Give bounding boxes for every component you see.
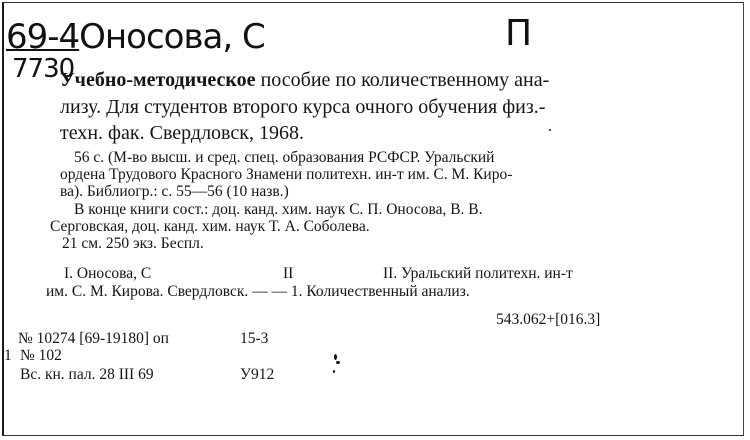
footer-record-number: № 10274 [69-19180] оп bbox=[18, 330, 169, 347]
scan-speck bbox=[334, 354, 337, 360]
handwritten-shelf-code: 69-4 bbox=[6, 17, 80, 57]
tracing-line-2: им. С. М. Кирова. Свердловск. — — 1. Количественный анализ. bbox=[46, 283, 470, 300]
tracing-institution: II. Уральский политехн. ин-т bbox=[383, 265, 573, 282]
scan-speck bbox=[333, 370, 335, 373]
handwritten-acquisition-number: 7730 bbox=[12, 54, 75, 84]
handwritten-call-number bbox=[6, 17, 265, 57]
footer-number: № 102 bbox=[20, 347, 62, 364]
footer-code: 15-3 bbox=[240, 330, 269, 347]
handwritten-author: Оносова, С bbox=[79, 17, 265, 57]
tracing-author: I. Оносова, С bbox=[64, 265, 152, 282]
classification-number: 543.062+[016.3] bbox=[496, 311, 601, 328]
tracing-title-mark: II bbox=[283, 265, 294, 282]
details-line-4: В конце книги сост.: доц. канд. хим. наук С. П. Оносова, В. В. bbox=[74, 201, 483, 218]
title-line-3: техн. фак. Свердловск, 1968. bbox=[60, 122, 304, 144]
details-line-3: ва). Библиогр.: с. 55—56 (10 назв.) bbox=[60, 183, 289, 200]
scan-speck bbox=[336, 361, 340, 364]
title-line-1-rest: пособие по количественному ана- bbox=[255, 69, 550, 91]
title-bold-word: Учебно-методическое bbox=[60, 69, 256, 91]
footer-margin-number: 1 bbox=[4, 347, 12, 364]
details-line-2: ордена Трудового Красного Знамени политехн. ин-т им. С. М. Киро- bbox=[60, 166, 513, 183]
details-line-1: 56 с. (М-во высш. и сред. спец. образования РСФСР. Уральский bbox=[74, 149, 495, 166]
scan-speck bbox=[549, 129, 551, 131]
footer-registration: Вс. кн. пал. 28 III 69 bbox=[20, 366, 154, 383]
title-line-2: лизу. Для студентов второго курса очного обучения физ.- bbox=[60, 96, 546, 118]
title-line-1 bbox=[60, 70, 549, 90]
handwritten-mark: П bbox=[505, 13, 533, 54]
details-line-6: 21 см. 250 экз. Беспл. bbox=[62, 235, 204, 252]
details-line-5: Серговская, доц. канд. хим. наук Т. А. Соболева. bbox=[50, 218, 370, 235]
footer-print-code: У912 bbox=[240, 366, 275, 383]
